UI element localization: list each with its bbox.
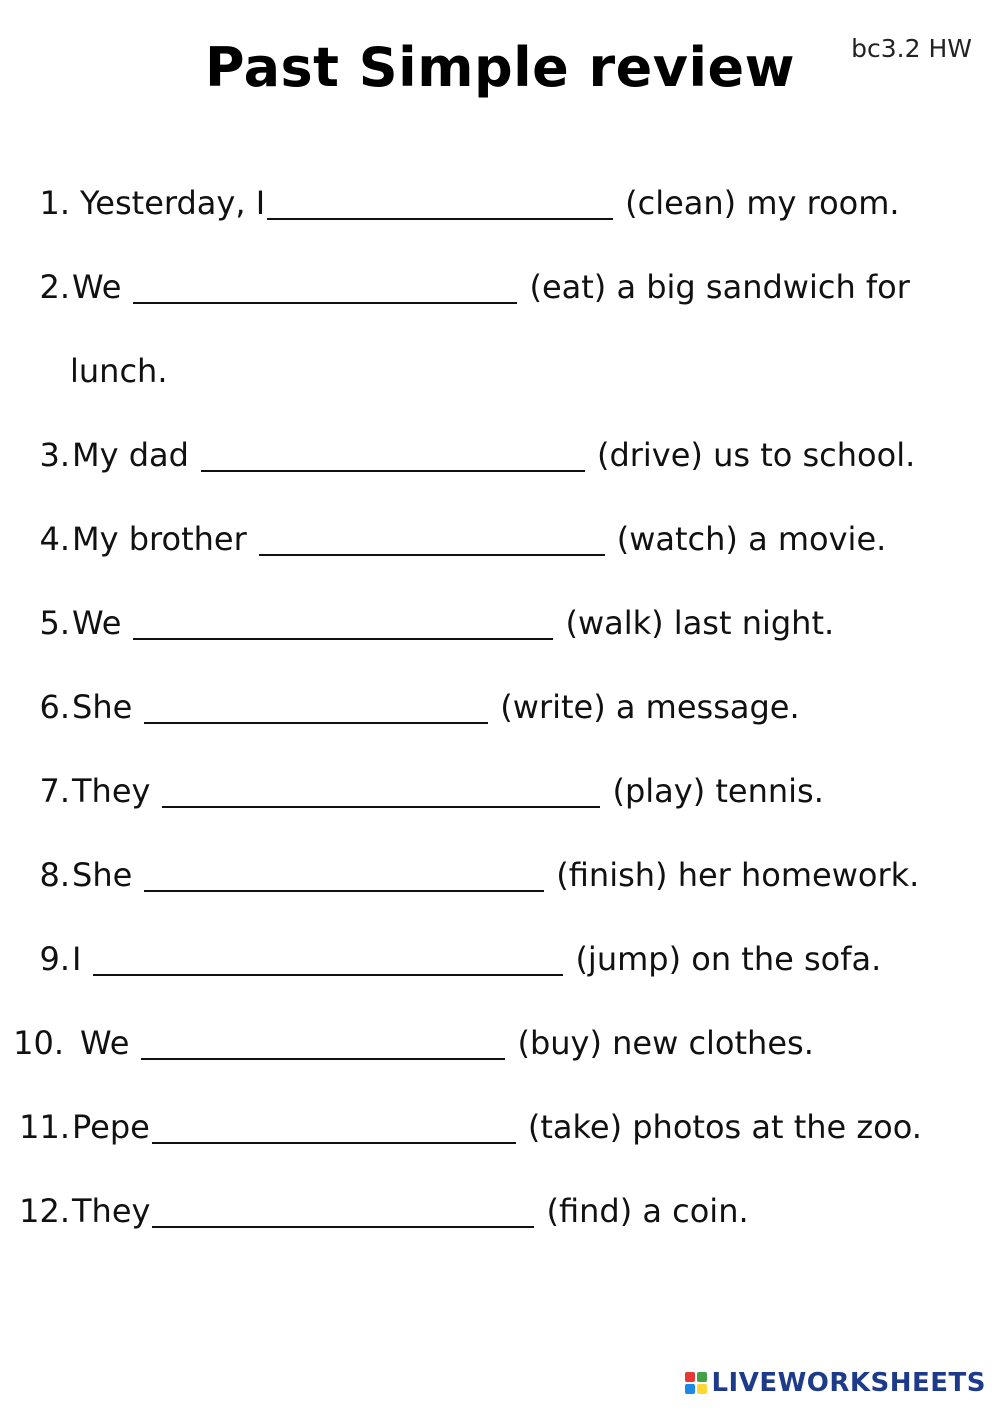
exercise-item-5 <box>0 598 1000 648</box>
logo-square-red <box>685 1372 695 1382</box>
sentence-continuation: lunch. <box>70 352 168 390</box>
sentence-end: (watch) a movie. <box>616 520 887 558</box>
item-number: 11. <box>19 1108 70 1146</box>
sentence-end: (eat) a big sandwich for <box>529 268 910 306</box>
sentence-start: Yesterday, I <box>80 184 266 222</box>
liveworksheets-logo <box>685 1366 986 1400</box>
exercise-item-1 <box>0 178 1000 228</box>
exercise-item-10 <box>0 1018 1000 1068</box>
exercise-item-8 <box>0 850 1000 900</box>
sentence-end: (write) a message. <box>500 688 800 726</box>
logo-square-blue <box>685 1384 695 1394</box>
exercise-item-2 <box>0 262 1000 312</box>
sentence-end: (jump) on the sofa. <box>575 940 882 978</box>
answer-blank[interactable] <box>259 518 605 556</box>
exercise-item-3 <box>0 430 1000 480</box>
exercise-item-4 <box>0 514 1000 564</box>
item-number: 1. <box>39 184 70 222</box>
sentence-start: We <box>72 604 122 642</box>
brand-name: LIVEWORKSHEETS <box>711 1368 986 1398</box>
answer-blank[interactable] <box>201 434 585 472</box>
item-number: 9. <box>39 940 70 978</box>
item-number: 3. <box>39 436 70 474</box>
item-number: 12. <box>19 1192 70 1230</box>
sentence-start: She <box>72 688 133 726</box>
sentence-end: (drive) us to school. <box>596 436 916 474</box>
logo-squares-icon <box>685 1372 707 1394</box>
sentence-end: (clean) my room. <box>625 184 900 222</box>
item-number: 7. <box>39 772 70 810</box>
answer-blank[interactable] <box>144 854 544 892</box>
answer-blank[interactable] <box>133 266 517 304</box>
item-number: 5. <box>39 604 70 642</box>
answer-blank[interactable] <box>141 1022 505 1060</box>
sentence-end: (take) photos at the zoo. <box>527 1108 922 1146</box>
sentence-end: (buy) new clothes. <box>517 1024 814 1062</box>
answer-blank[interactable] <box>93 938 563 976</box>
sentence-start: We <box>72 268 122 306</box>
sentence-end: (find) a coin. <box>546 1192 749 1230</box>
exercise-item-6 <box>0 682 1000 732</box>
sentence-end: (walk) last night. <box>565 604 835 642</box>
answer-blank[interactable] <box>133 602 553 640</box>
logo-square-green <box>697 1372 707 1382</box>
sentence-start: They <box>72 1192 151 1230</box>
page-title: Past Simple review <box>204 36 796 99</box>
sentence-start: They <box>72 772 151 810</box>
answer-blank[interactable] <box>144 686 488 724</box>
item-number: 8. <box>39 856 70 894</box>
answer-blank[interactable] <box>152 1190 534 1228</box>
answer-blank[interactable] <box>162 770 600 808</box>
exercise-item-9 <box>0 934 1000 984</box>
exercise-item-12 <box>0 1186 1000 1236</box>
exercise-item-11 <box>0 1102 1000 1152</box>
sentence-start: My brother <box>72 520 247 558</box>
exercise-item-7 <box>0 766 1000 816</box>
sentence-end: (finish) her homework. <box>556 856 920 894</box>
sentence-start: My dad <box>72 436 189 474</box>
sentence-start: I <box>72 940 82 978</box>
sentence-end: (play) tennis. <box>612 772 824 810</box>
homework-code: bc3.2 HW <box>851 34 972 63</box>
item-number: 4. <box>39 520 70 558</box>
item-number: 2. <box>39 268 70 306</box>
sentence-start: She <box>72 856 133 894</box>
answer-blank[interactable] <box>152 1106 516 1144</box>
item-number: 6. <box>39 688 70 726</box>
logo-square-yellow <box>697 1384 707 1394</box>
sentence-start: Pepe <box>72 1108 150 1146</box>
sentence-start: We <box>80 1024 130 1062</box>
answer-blank[interactable] <box>267 182 613 220</box>
item-number: 10. <box>13 1024 64 1062</box>
